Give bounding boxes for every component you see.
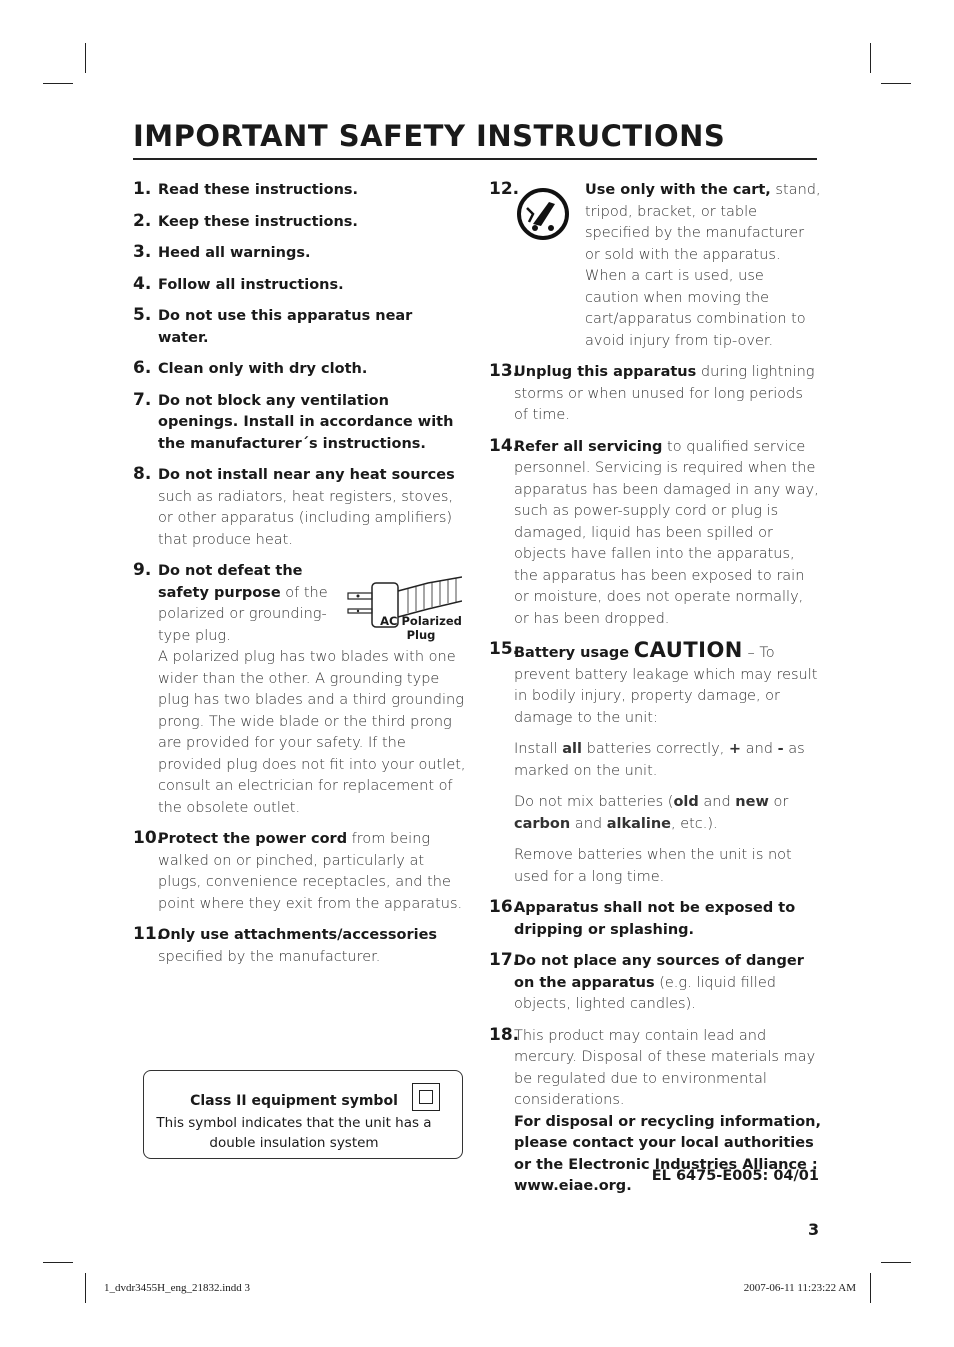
page-number: 3 — [808, 1220, 820, 1239]
item-number: 7. — [133, 389, 152, 410]
item-text: during lightning storms or when unused for long periods of time. — [514, 364, 815, 423]
instruction-item — [133, 465, 468, 551]
crop-mark — [881, 1262, 911, 1263]
item-bold: Battery usage — [514, 645, 630, 661]
item-bold: Clean only with dry cloth. — [158, 361, 368, 377]
item-number: 15. — [489, 639, 520, 659]
crop-mark — [85, 1273, 86, 1303]
item-bold: Unplug this apparatus — [514, 364, 697, 380]
item-number: 10. — [133, 828, 164, 848]
item-text: (e.g. liquid filled objects, lighted candles). — [514, 974, 776, 1012]
item-bold: Do not install near any heat sources — [158, 467, 455, 483]
item-text: to qualified service personnel. Servicing is required when the apparatus has been damaged in any way, such as power-supply cord or plug is damaged, liquid has been spilled or objects have fallen into the apparatus, the apparatus has been exposed to rain or moisture, does not operate normally, or has been dropped. — [514, 438, 819, 627]
crop-mark — [870, 43, 871, 73]
crop-mark — [43, 83, 73, 84]
item-bold: Do not defeat the safety purpose — [158, 563, 303, 601]
item-text: stand, tripod, bracket, or table specified by the manufacturer or sold with the apparatus. When a cart is used, use caution when moving the cart/apparatus combination to avoid injury from tip-over. — [585, 182, 821, 349]
instruction-item — [489, 362, 821, 427]
item-text: – To prevent battery leakage which may result in bodily injury, property damage, or damage to the unit: — [514, 645, 818, 726]
class2-title: Class II equipment symbol — [190, 1093, 398, 1109]
item-text: such as radiators, heat registers, stoves, or other apparatus (including amplifiers) that produce heat. — [158, 488, 454, 548]
plug-caption: AC Polarized Plug — [380, 614, 462, 642]
instruction-item — [133, 829, 468, 915]
crop-mark — [85, 43, 86, 73]
instruction-item — [133, 359, 468, 381]
item-number: 6. — [133, 358, 152, 378]
double-square-icon — [412, 1083, 440, 1111]
instruction-item — [489, 898, 821, 941]
item-bold: For disposal or recycling information, please contact your local authorities or the Electronic Industries Alliance : www.eiae.org. — [514, 1113, 822, 1194]
instruction-item — [133, 391, 468, 456]
item-text: from being walked on or pinched, particularly at plugs, convenience receptacles, and the point where they exit from the apparatus. — [158, 831, 463, 912]
class2-box — [143, 1070, 463, 1159]
battery-note: Install all batteries correctly, + and - as marked on the unit. — [514, 741, 805, 779]
item-number: 11. — [133, 924, 164, 944]
instruction-item — [133, 243, 468, 265]
footer-filename: 1_dvdr3455H_eng_21832.indd 3 — [104, 1282, 251, 1294]
cart-warning-icon — [517, 188, 569, 240]
item-text: This product may contain lead and mercury. Disposal of these materials may be regulated due to environmental considerations. — [514, 1027, 816, 1108]
instruction-item — [133, 212, 468, 234]
instruction-item — [133, 275, 468, 297]
item-number: 9. — [133, 560, 152, 580]
instruction-item — [133, 306, 418, 349]
item-number: 12. — [489, 179, 520, 199]
item-bold: Only use attachments/accessories — [158, 927, 438, 943]
item-bold: Use only with the cart, — [585, 182, 771, 198]
instruction-item — [133, 925, 468, 968]
instruction-item — [133, 180, 468, 202]
item-bold: Follow all instructions. — [158, 276, 344, 293]
item-number: 13. — [489, 361, 520, 381]
battery-note: Do not mix batteries (old and new or carbon and alkaline, etc.). — [514, 794, 789, 832]
crop-mark — [870, 1273, 871, 1303]
instruction-item — [489, 951, 821, 1016]
crop-mark — [881, 83, 911, 84]
document-code: EL 6475-E005: 04/01 — [651, 1168, 819, 1184]
item-bold: Read these instructions. — [158, 182, 359, 198]
item-number: 8. — [133, 464, 152, 484]
item-text: specified by the manufacturer. — [158, 948, 381, 965]
item-number: 4. — [133, 273, 152, 294]
item-bold: Heed all warnings. — [158, 245, 311, 261]
item-number: 17. — [489, 950, 520, 970]
item-bold: Apparatus shall not be exposed to dripping or splashing. — [514, 900, 796, 938]
item-bold: Do not place any sources of danger on the apparatus — [514, 953, 804, 991]
item-bold: Keep these instructions. — [158, 213, 358, 230]
class2-text: This symbol indicates that the unit has a double insulation system — [156, 1115, 432, 1151]
item-number: 14. — [489, 435, 520, 456]
item-number: 2. — [133, 210, 152, 231]
item-text: of the polarized or grounding-type plug. — [158, 584, 328, 644]
footer-timestamp: 2007-06-11 11:23:22 AM — [743, 1282, 856, 1294]
instruction-item — [489, 437, 821, 631]
battery-note: Remove batteries when the unit is not used for a long time. — [514, 847, 792, 885]
item-bold: Refer all servicing — [514, 438, 663, 455]
item-number: 5. — [133, 305, 152, 325]
item-bold: Do not block any ventilation openings. Install in accordance with the manufacturer´s instructions. — [158, 392, 454, 452]
right-column — [489, 180, 821, 1208]
item-bold: Do not use this apparatus near water. — [158, 308, 413, 346]
item-text: A polarized plug has two blades with one wider than the other. A grounding type plug has two blades and a third grounding prong. The wide blade or the third prong are provided for your safety. If the provided plug does not fit into your outlet, consult an electrician for replacement of the obsolete outlet. — [158, 649, 466, 816]
crop-mark — [43, 1262, 73, 1263]
item-number: 3. — [133, 242, 152, 262]
instruction-item — [489, 180, 821, 352]
item-number: 18. — [489, 1024, 520, 1045]
item-number: 16. — [489, 897, 520, 917]
instruction-item — [489, 640, 821, 888]
item-number: 1. — [133, 179, 152, 199]
item-bold: Protect the power cord — [158, 831, 348, 847]
page-title: IMPORTANT SAFETY INSTRUCTIONS — [133, 116, 817, 160]
caution-label: CAUTION — [633, 638, 743, 662]
